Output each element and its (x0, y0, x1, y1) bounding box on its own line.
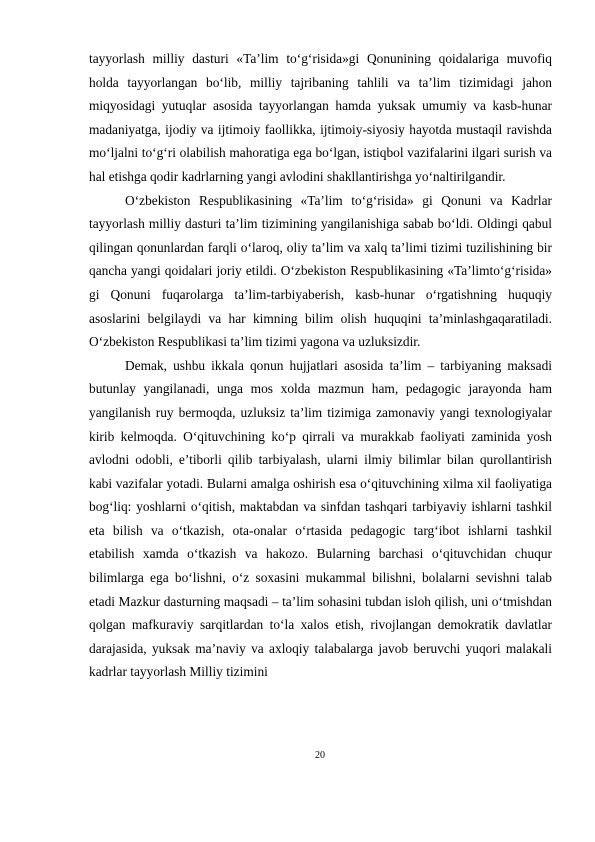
paragraph-1: tayyorlash milliy dasturi «Ta’lim to‘g‘risida»gi Qonunining qoidalariga muvofiq holda tayyorlangan bo‘lib, milliy tajribaning tahlili va ta’lim tizimidagi jahon miqyosidagi yutuqlar asosida tayyorlangan hamda yuksak umumiy va kasb-hunar madaniyatga, ijodiy va ijtimoiy faollikka, ijtimoiy-siyosiy hayotda mustaqil ravishda mo‘ljalni to‘g‘ri olabilish mahoratiga ega bo‘lgan, istiqbol vazifalarini ilgari surish va hal etishga qodir kadrlarning yangi avlodini shakllantirishga yo‘naltirilgandir. (89, 51, 552, 184)
paragraph-2: O‘zbekiston Respublikasining «Ta’lim to‘g‘risida» gi Qonuni va Kadrlar tayyorlash milliy dasturi ta’lim tizimining yangilanishiga sabab bo‘ldi. Oldingi qabul qilingan qonunlardan farqli o‘laroq, oliy ta’lim va xalq ta’limi tizimi tuzilishining bir qancha yangi qoidalari joriy etildi. O‘zbekiston Respublikasining «Ta’limto‘g‘risida» gi Qonuni fuqarolarga ta’lim-tarbiyaberish, kasb-hunar o‘rgatishning huquqiy asoslarini belgilaydi va har kimning bilim olish huquqini ta’minlashgaqaratiladi. O‘zbekiston Respublikasi ta’lim tizimi yagona va uzluksizdir. (89, 192, 552, 350)
paragraph-3: Demak, ushbu ikkala qonun hujjatlari asosida ta’lim – tarbiyaning maksadi butunlay yangilanadi, unga mos xolda mazmun ham, pedagogic jarayonda ham yangilanish ruy bermoqda, uzluksiz ta’lim tizimiga zamonaviy yangi texnologiyalar kirib kelmoqda. O‘qituvchining ko‘p qirrali va murakkab faoliyati zaminida yosh avlodni odobli, e’tiborli qilib tarbiyalash, ularni ilmiy bilimlar bilan qurollantirish kabi vazifalar yotadi. Bularni amalga oshirish esa o‘qituvchining xilma xil faoliyatiga bog‘liq: yoshlarni o‘qitish, maktabdan va sinfdan tashqari tarbiyaviy ishlarni tashkil eta bilish va o‘tkazish, ota-onalar o‘rtasida pedagogic targ‘ibot ishlarni tashkil etabilish xamda o‘tkazish va hakozo. Bularning barchasi o‘qituvchidan chuqur bilimlarga ega bo‘lishni, o‘z soxasini mukammal bilishni, bolalarni sevishni talab etadi Mazkur dasturning maqsadi – ta’lim sohasini tubdan isloh qilish, uni o‘tmishdan qolgan mafkuraviy sarqitlardan to‘la xalos etish, rivojlangan demokratik davlatlar darajasida, yuksak ma’naviy va axloqiy talabalarga javob beruvchi yuqori malakali kadrlar tayyorlash Milliy tizimini (89, 357, 552, 680)
page-number: 20 (315, 750, 325, 761)
body-text (89, 47, 552, 684)
